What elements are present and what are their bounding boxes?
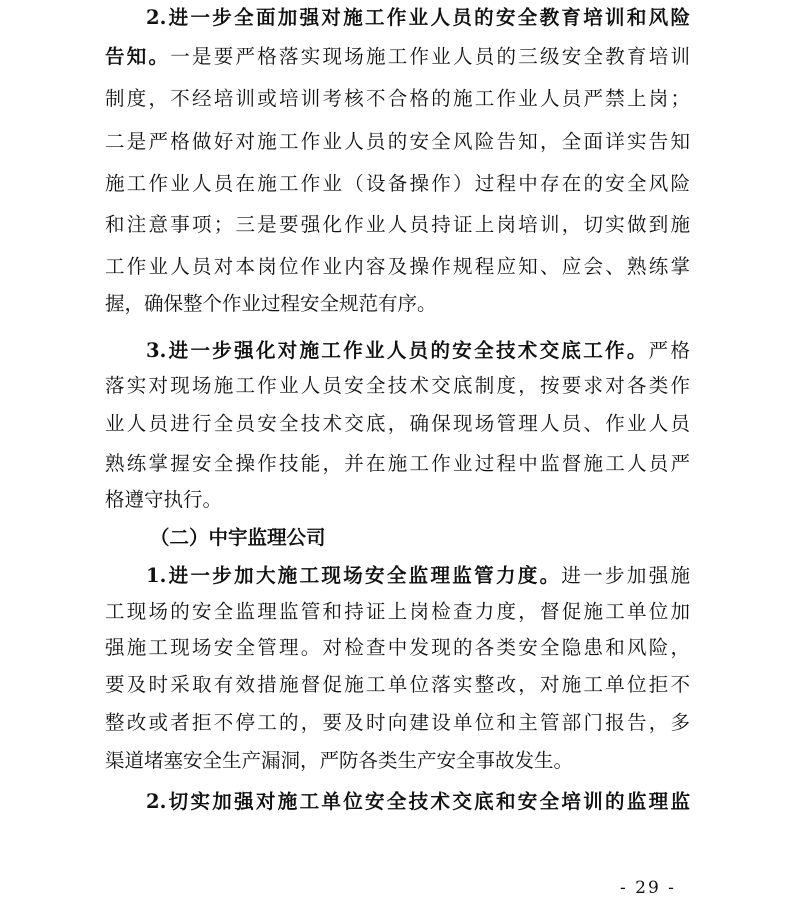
paragraph-3-line-1 <box>146 558 690 594</box>
heading-bold: 3.进一步强化对施工作业人员的安全技术交底工作。 <box>146 339 649 362</box>
paragraph-3-line-4 <box>105 667 690 703</box>
paragraph-3-line-2 <box>105 594 690 630</box>
paragraph-3-line-3 <box>105 630 690 666</box>
body-text: 严格 <box>648 339 690 362</box>
body-text: 格遵守执行。 <box>105 488 223 511</box>
body-text: 业人员进行全员安全技术交底，确保现场管理人员、作业人员 <box>105 412 690 435</box>
paragraph-1-line-3 <box>105 81 690 117</box>
heading-bold: 1.进一步加大施工现场安全监理监管力度。 <box>146 564 562 587</box>
paragraph-2-line-3 <box>105 406 690 442</box>
body-text: 握，确保整个作业过程安全规范有序。 <box>105 292 437 315</box>
body-text: 整改或者拒不停工的，要及时向建设单位和主管部门报告，多 <box>105 711 690 734</box>
body-text: 渠道堵塞安全生产漏洞，严防各类生产安全事故发生。 <box>105 749 574 772</box>
paragraph-1-line-1 <box>146 0 690 36</box>
body-text: 施工作业人员在施工作业（设备操作）过程中存在的安全风险 <box>105 172 690 195</box>
body-text: 落实对现场施工作业人员安全技术交底制度，按要求对各类作 <box>105 374 690 397</box>
paragraph-2-line-5 <box>105 482 222 518</box>
paragraph-1-line-5 <box>105 166 690 202</box>
body-text: 二是严格做好对施工作业人员的安全风险告知，全面详实告知 <box>105 130 690 153</box>
paragraph-1-line-7 <box>105 249 690 285</box>
heading-bold: 2.进一步全面加强对施工作业人员的安全教育培训和风险 <box>146 6 690 29</box>
body-text: 要及时采取有效措施督促施工单位落实整改，对施工单位拒不 <box>105 673 690 696</box>
section-heading: （二）中宇监理公司 <box>150 526 326 549</box>
body-text: 强施工现场安全管理。对检查中发现的各类安全隐患和风险， <box>105 636 690 659</box>
paragraph-2-line-4 <box>105 446 690 482</box>
body-text: 工现场的安全监理监管和持证上岗检查力度，督促施工单位加 <box>105 600 690 623</box>
body-text: 制度，不经培训或培训考核不合格的施工作业人员严禁上岗； <box>105 87 690 110</box>
body-text: 进一步加强施 <box>561 564 690 587</box>
body-text: 和注意事项；三是要强化作业人员持证上岗培训，切实做到施 <box>105 213 690 236</box>
paragraph-1-line-2 <box>105 39 690 75</box>
paragraph-1-line-8 <box>105 286 437 322</box>
heading-bold: 告知。 <box>105 45 171 68</box>
body-text: 熟练掌握安全操作技能，并在施工作业过程中监督施工人员严 <box>105 452 690 475</box>
body-text: 一是要严格落实现场施工作业人员的三级安全教育培训 <box>170 45 690 68</box>
paragraph-3-line-5 <box>105 705 690 741</box>
paragraph-4-line-1 <box>146 784 690 820</box>
paragraph-1-line-6 <box>105 207 690 243</box>
page-number: - 29 - <box>620 878 676 898</box>
paragraph-2-line-1 <box>146 333 690 369</box>
paragraph-1-line-4 <box>105 124 690 160</box>
heading-bold: 2.切实加强对施工单位安全技术交底和安全培训的监理监 <box>146 790 690 813</box>
body-text: 工作业人员对本岗位作业内容及操作规程应知、应会、熟练掌 <box>105 255 690 278</box>
paragraph-3-line-6 <box>105 743 573 779</box>
paragraph-2-line-2 <box>105 368 690 404</box>
